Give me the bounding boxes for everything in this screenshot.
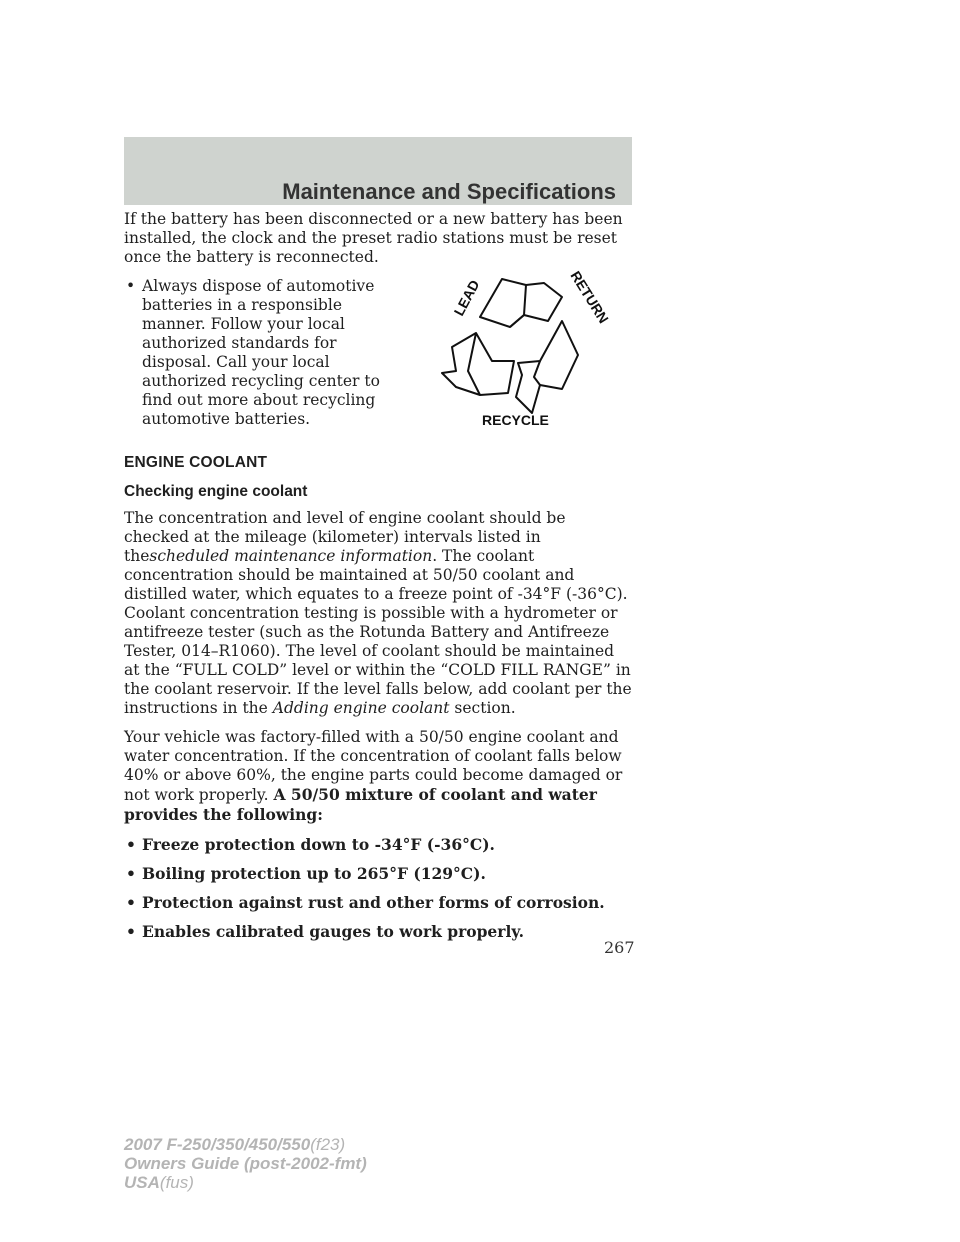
footer-model: 2007 F-250/350/450/550 bbox=[124, 1135, 311, 1154]
bullet-icon: • bbox=[126, 864, 136, 883]
recycle-label-bottom: RECYCLE bbox=[482, 412, 549, 428]
benefit-text: Boiling protection up to 265°F (129°C). bbox=[142, 864, 486, 883]
coolant-mixture-bold: A 50/50 mixture of coolant and water provides the following: bbox=[124, 785, 597, 824]
list-item bbox=[124, 864, 634, 883]
subsection-heading: Checking engine coolant bbox=[124, 483, 308, 500]
scheduled-maintenance-reference: scheduled maintenance information bbox=[149, 547, 433, 565]
coolant-mixture-text: Your vehicle was factory-filled with a 50/50 engine coolant and water concentration. If the concentration of coolant falls below 40% or above 60%, the engine parts could become damaged or not work properly. bbox=[124, 728, 623, 804]
footer-line-3 bbox=[124, 1173, 367, 1192]
benefit-text: Freeze protection down to -34°F (-36°C). bbox=[142, 835, 495, 854]
list-item bbox=[124, 893, 634, 912]
adding-coolant-reference: Adding engine coolant bbox=[272, 699, 450, 717]
bullet-icon: • bbox=[126, 835, 136, 854]
battery-disposal-row bbox=[124, 268, 634, 439]
battery-disposal-list bbox=[124, 277, 394, 439]
footer-line-2: Owners Guide (post-2002-fmt) bbox=[124, 1154, 367, 1173]
coolant-mixture-paragraph bbox=[124, 728, 634, 825]
page-content bbox=[124, 210, 634, 951]
coolant-check-text-b: . The coolant concentration should be maintained at 50/50 coolant and distilled water, which equates to a freeze point of -34°F (-36°C). Coolant concentration testing is possible with a hydrometer or antifreeze tester (such as the Rotunda Battery and Antifreeze Tester, 014–R1060). The level of coolant should be maintained at the “FULL COLD” level or within the “COLD FILL RANGE” in the coolant reservoir. If the level falls below, add coolant per the instructions in the bbox=[124, 547, 632, 717]
coolant-check-paragraph bbox=[124, 509, 634, 718]
document-footer bbox=[124, 1135, 367, 1192]
recycle-label-right: RETURN bbox=[567, 268, 612, 327]
section-heading: ENGINE COOLANT bbox=[124, 454, 268, 471]
section-title: Maintenance and Specifications bbox=[282, 179, 616, 204]
benefit-text: Enables calibrated gauges to work properly. bbox=[142, 922, 524, 941]
bullet-icon: • bbox=[126, 922, 136, 941]
recycle-arrow-top bbox=[480, 279, 562, 327]
footer-region-code: (fus) bbox=[159, 1173, 194, 1192]
list-item bbox=[124, 922, 634, 941]
recycle-arrow-left bbox=[442, 333, 514, 395]
coolant-check-text-c: section. bbox=[454, 699, 516, 717]
bullet-icon: • bbox=[126, 893, 136, 912]
battery-disposal-text: Always dispose of automotive batteries in a responsible manner. Follow your local authorized standards for disposal. Call your local authorized recycling center to find out more about recycling automotive batteries. bbox=[142, 277, 380, 428]
footer-model-code: (f23) bbox=[310, 1135, 346, 1154]
benefit-text: Protection against rust and other forms of corrosion. bbox=[142, 893, 605, 912]
bullet-icon: • bbox=[126, 277, 136, 295]
recycle-label-left: LEAD bbox=[450, 277, 483, 319]
list-item bbox=[124, 835, 634, 854]
header-band bbox=[124, 137, 632, 205]
page-number: 267 bbox=[604, 938, 635, 957]
list-item bbox=[124, 277, 394, 429]
battery-intro-paragraph: If the battery has been disconnected or a new battery has been installed, the clock and the preset radio stations must be reset once the battery is reconnected. bbox=[124, 210, 623, 266]
coolant-check-text-a: The concentration and level of engine coolant should be checked at the mileage (kilometer) intervals listed in the bbox=[124, 509, 566, 565]
footer-line-1 bbox=[124, 1135, 367, 1154]
footer-region: USA bbox=[124, 1173, 160, 1192]
coolant-benefits-list bbox=[124, 835, 634, 941]
recycle-arrow-right bbox=[516, 321, 578, 413]
lead-recycle-icon bbox=[422, 268, 612, 429]
